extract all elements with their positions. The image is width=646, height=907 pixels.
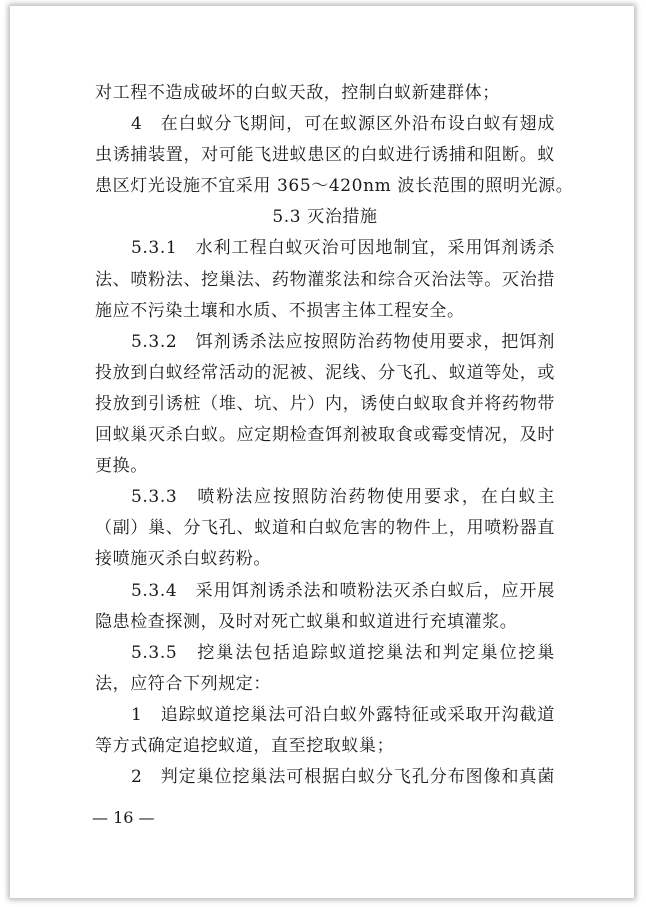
text-line: 法，应符合下列规定：	[95, 673, 271, 694]
list-item-4: 4 在白蚁分飞期间，可在蚁源区外沿布设白蚁有翅成	[131, 114, 555, 135]
clause-5-3-3: 5.3.3 喷粉法应按照防治药物使用要求，在白蚁主	[131, 487, 555, 508]
text-line: 投放到白蚁经常活动的泥被、泥线、分飞孔、蚁道等处，或	[95, 362, 555, 383]
text-line: 投放到引诱桩（堆、坑、片）内，诱使白蚁取食并将药物带	[95, 393, 555, 414]
text-line: 回蚁巢灭杀白蚁。应定期检查饵剂被取食或霉变情况，及时	[95, 425, 555, 446]
text-line: （副）巢、分飞孔、蚁道和白蚁危害的物件上，用喷粉器直	[95, 518, 555, 539]
section-heading: 5.3 灭治措施	[272, 207, 378, 228]
text-line: 法、喷粉法、挖巢法、药物灌浆法和综合灭治法等。灭治措	[95, 269, 555, 290]
page-number: — 16 —	[92, 808, 155, 827]
text-line: 施应不污染土壤和水质、不损害主体工程安全。	[95, 300, 465, 321]
text-line: 更换。	[95, 456, 148, 477]
clause-5-3-1: 5.3.1 水利工程白蚁灭治可因地制宜，采用饵剂诱杀	[131, 238, 555, 259]
clause-5-3-5: 5.3.5 挖巢法包括追踪蚁道挖巢法和判定巢位挖巢	[131, 642, 555, 663]
clause-5-3-4: 5.3.4 采用饵剂诱杀法和喷粉法灭杀白蚁后，应开展	[131, 580, 555, 601]
list-item-1: 1 追踪蚁道挖巢法可沿白蚁外露特征或采取开沟截道	[131, 704, 555, 725]
text-line: 等方式确定追挖蚁道，直至挖取蚁巢；	[95, 735, 395, 756]
clause-5-3-2: 5.3.2 饵剂诱杀法应按照防治药物使用要求，把饵剂	[131, 331, 555, 352]
text-line: 患区灯光设施不宜采用 365～420nm 波长范围的照明光源。	[95, 176, 574, 197]
document-body	[95, 78, 574, 793]
list-item-2: 2 判定巢位挖巢法可根据白蚁分飞孔分布图像和真菌	[131, 767, 555, 788]
text-line: 隐患检查探测，及时对死亡蚁巢和蚁道进行充填灌浆。	[95, 611, 518, 632]
text-line: 对工程不造成破坏的白蚁天敌，控制白蚁新建群体；	[95, 83, 500, 103]
text-line: 虫诱捕装置，对可能飞进蚁患区的白蚁进行诱捕和阻断。蚁	[95, 145, 555, 166]
text-line: 接喷施灭杀白蚁药粉。	[95, 549, 271, 570]
